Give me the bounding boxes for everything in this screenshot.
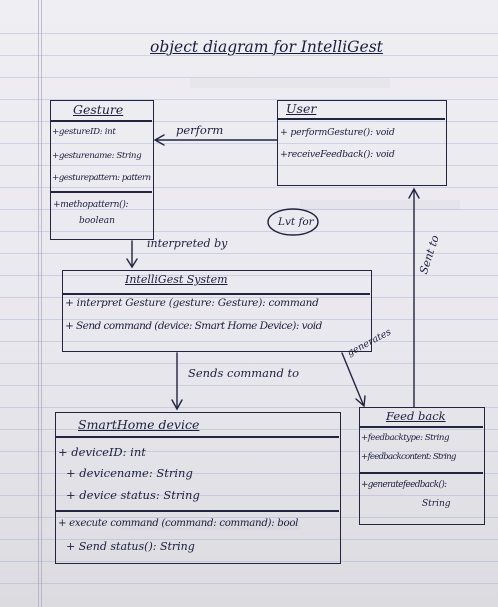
gesture-method-line1: +methopattern():	[53, 200, 129, 210]
gesture-attr-pattern: +gesturepattern: pattern	[52, 173, 151, 183]
circled-note-text: Lvt for	[278, 216, 314, 228]
generates-connector	[342, 353, 363, 404]
smarthome-object-name: SmartHome device	[78, 417, 200, 432]
smarthome-method-sendstatus: + Send status(): String	[66, 540, 195, 553]
diagram-title: object diagram for IntelliGest	[150, 38, 383, 56]
intelligest-method-interpret: + interpret Gesture (gesture: Gesture): command	[65, 297, 319, 309]
relation-label-perform: perform	[176, 123, 224, 137]
user-method-receive: +receiveFeedback(): void	[280, 149, 395, 160]
smarthome-method-execute: + execute command (command: command): bool	[58, 518, 299, 529]
feedback-attr-content: +feedbackcontent: String	[361, 452, 456, 462]
intelligest-object-name: IntelliGest System	[125, 273, 228, 286]
feedback-method-line1: +generatefeedback():	[361, 480, 447, 490]
gesture-attr-name: +gesturename: String	[52, 151, 142, 161]
smarthome-attr-id: + deviceID: int	[58, 445, 146, 459]
feedback-method-line2: String	[422, 499, 451, 509]
feedback-object-name: Feed back	[386, 409, 446, 423]
relation-label-interpreted-by: interpreted by	[147, 237, 228, 250]
relation-label-sends-command-to: Sends command to	[188, 366, 300, 380]
gesture-method-line2: boolean	[79, 216, 115, 226]
gesture-attr-id: +gestureID: int	[52, 127, 116, 137]
circled-note-outline	[268, 209, 318, 235]
intelligest-method-send: + Send command (device: Smart Home Device): void	[65, 320, 322, 332]
user-method-perform: + performGesture(): void	[280, 127, 395, 138]
smarthome-attr-name: + devicename: String	[66, 466, 193, 480]
feedback-attr-type: +feedbacktype: String	[361, 433, 449, 443]
relation-label-generates: generates	[345, 326, 394, 359]
relation-label-sent-to: Sent to	[417, 233, 442, 276]
gesture-object-name: Gesture	[73, 102, 124, 117]
user-object-name: User	[286, 101, 317, 116]
smarthome-attr-status: + device status: String	[66, 488, 200, 502]
